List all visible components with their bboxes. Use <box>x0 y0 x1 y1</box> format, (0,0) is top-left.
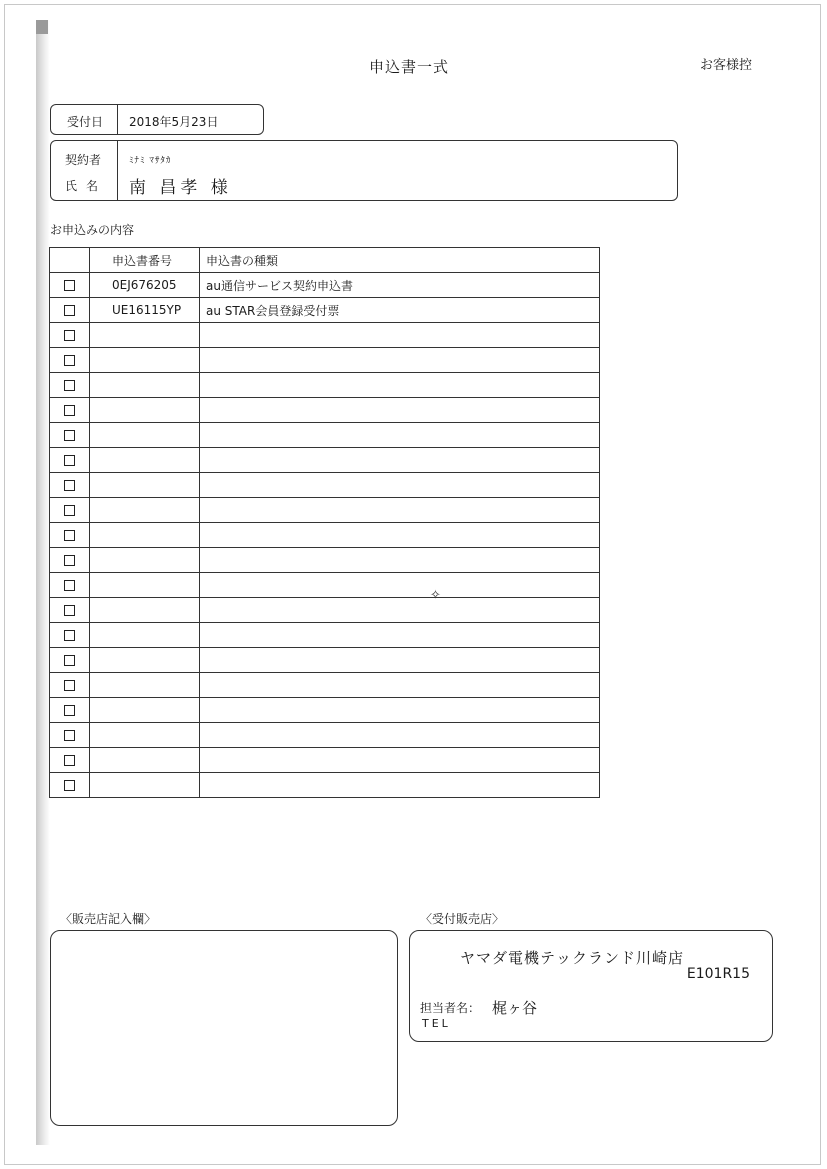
row-checkbox-cell <box>50 373 90 398</box>
application-type <box>200 598 600 623</box>
application-type <box>200 648 600 673</box>
application-number <box>90 548 200 573</box>
tel-label: TEL <box>422 1017 451 1030</box>
application-number <box>90 773 200 798</box>
receipt-date-box <box>50 104 264 135</box>
application-type <box>200 348 600 373</box>
application-type <box>200 548 600 573</box>
crosshair-mark: ✧ <box>430 588 441 603</box>
row-checkbox-cell <box>50 573 90 598</box>
dealer-entry-box[interactable] <box>50 930 398 1126</box>
row-checkbox-cell <box>50 498 90 523</box>
accepting-store-label: 〈受付販売店〉 <box>420 912 505 926</box>
application-number <box>90 598 200 623</box>
application-type <box>200 498 600 523</box>
application-number <box>90 423 200 448</box>
row-checkbox[interactable] <box>64 480 75 491</box>
row-checkbox-cell <box>50 548 90 573</box>
row-checkbox-cell <box>50 423 90 448</box>
row-checkbox-cell <box>50 448 90 473</box>
contractor-name: 南 昌孝 様 <box>129 178 232 198</box>
row-checkbox[interactable] <box>64 705 75 716</box>
row-checkbox[interactable] <box>64 380 75 391</box>
application-type <box>200 398 600 423</box>
table-row <box>50 573 600 598</box>
application-table <box>49 247 600 798</box>
row-checkbox[interactable] <box>64 430 75 441</box>
application-type <box>200 773 600 798</box>
table-row <box>50 323 600 348</box>
row-checkbox-cell <box>50 523 90 548</box>
row-checkbox-cell <box>50 273 90 298</box>
application-number <box>90 373 200 398</box>
application-type <box>200 573 600 598</box>
document-title: 申込書一式 <box>369 58 450 76</box>
header-check-cell <box>50 248 90 273</box>
application-number <box>90 748 200 773</box>
application-number <box>90 498 200 523</box>
application-type <box>200 423 600 448</box>
scan-corner <box>36 20 48 34</box>
row-checkbox[interactable] <box>64 355 75 366</box>
application-type <box>200 448 600 473</box>
application-number <box>90 448 200 473</box>
table-row <box>50 448 600 473</box>
store-name: ヤマダ電機テックランド川崎店 <box>460 949 685 967</box>
application-number <box>90 573 200 598</box>
row-checkbox[interactable] <box>64 755 75 766</box>
table-header-row <box>50 248 600 273</box>
header-number: 申込書番号 <box>90 248 200 273</box>
application-type <box>200 673 600 698</box>
row-checkbox[interactable] <box>64 605 75 616</box>
table-row <box>50 473 600 498</box>
section-title: お申込みの内容 <box>50 223 135 237</box>
row-checkbox-cell <box>50 723 90 748</box>
table-row <box>50 398 600 423</box>
customer-copy-label: お客様控 <box>700 58 753 73</box>
row-checkbox[interactable] <box>64 530 75 541</box>
row-checkbox-cell <box>50 623 90 648</box>
row-checkbox[interactable] <box>64 280 75 291</box>
application-number: UE16115YP <box>90 298 200 323</box>
table-row <box>50 598 600 623</box>
row-checkbox-cell <box>50 348 90 373</box>
scan-shadow <box>36 20 50 1145</box>
row-checkbox-cell <box>50 773 90 798</box>
row-checkbox-cell <box>50 673 90 698</box>
application-type <box>200 698 600 723</box>
row-checkbox[interactable] <box>64 780 75 791</box>
application-number: 0EJ676205 <box>90 273 200 298</box>
row-checkbox-cell <box>50 398 90 423</box>
row-checkbox-cell <box>50 298 90 323</box>
application-type <box>200 623 600 648</box>
application-number <box>90 398 200 423</box>
application-type: au通信サービス契約申込書 <box>200 273 600 298</box>
application-type <box>200 373 600 398</box>
table-row <box>50 423 600 448</box>
table-row <box>50 698 600 723</box>
table-row <box>50 673 600 698</box>
row-checkbox[interactable] <box>64 330 75 341</box>
row-checkbox[interactable] <box>64 655 75 666</box>
header-type: 申込書の種類 <box>200 248 600 273</box>
row-checkbox[interactable] <box>64 630 75 641</box>
contractor-label: 契約者 <box>65 153 102 167</box>
table-row <box>50 723 600 748</box>
application-number <box>90 673 200 698</box>
application-number <box>90 648 200 673</box>
table-row <box>50 523 600 548</box>
receipt-date-value: 2018年5月23日 <box>129 115 219 129</box>
row-checkbox[interactable] <box>64 555 75 566</box>
application-number <box>90 623 200 648</box>
application-type <box>200 723 600 748</box>
contractor-box <box>50 140 678 201</box>
row-checkbox[interactable] <box>64 730 75 741</box>
application-number <box>90 323 200 348</box>
table-row <box>50 648 600 673</box>
row-checkbox-cell <box>50 323 90 348</box>
table-row <box>50 498 600 523</box>
row-checkbox[interactable] <box>64 455 75 466</box>
contractor-kana: ﾐﾅﾐ ﾏｻﾀｶ <box>129 156 172 166</box>
application-number <box>90 698 200 723</box>
application-number <box>90 723 200 748</box>
store-code: E101R15 <box>686 966 750 982</box>
name-label: 氏名 <box>65 179 108 193</box>
row-checkbox[interactable] <box>64 505 75 516</box>
table-row <box>50 623 600 648</box>
row-checkbox-cell <box>50 598 90 623</box>
application-type: au STAR会員登録受付票 <box>200 298 600 323</box>
row-checkbox[interactable] <box>64 305 75 316</box>
application-number <box>90 473 200 498</box>
row-checkbox[interactable] <box>64 405 75 416</box>
receipt-date-label: 受付日 <box>67 115 104 129</box>
application-type <box>200 748 600 773</box>
row-checkbox-cell <box>50 748 90 773</box>
application-number <box>90 348 200 373</box>
dealer-entry-label: 〈販売店記入欄〉 <box>60 912 157 926</box>
row-checkbox-cell <box>50 648 90 673</box>
staff-name: 梶ヶ谷 <box>492 999 538 1017</box>
row-checkbox[interactable] <box>64 580 75 591</box>
row-checkbox-cell <box>50 473 90 498</box>
table-row <box>50 273 600 298</box>
application-type <box>200 523 600 548</box>
row-checkbox-cell <box>50 698 90 723</box>
accepting-store-box <box>409 930 773 1042</box>
table-row <box>50 548 600 573</box>
table-row <box>50 348 600 373</box>
table-row <box>50 373 600 398</box>
table-row <box>50 298 600 323</box>
row-checkbox[interactable] <box>64 680 75 691</box>
table-row <box>50 748 600 773</box>
staff-label: 担当者名： <box>420 1001 481 1015</box>
table-row <box>50 773 600 798</box>
application-type <box>200 473 600 498</box>
application-number <box>90 523 200 548</box>
application-type <box>200 323 600 348</box>
